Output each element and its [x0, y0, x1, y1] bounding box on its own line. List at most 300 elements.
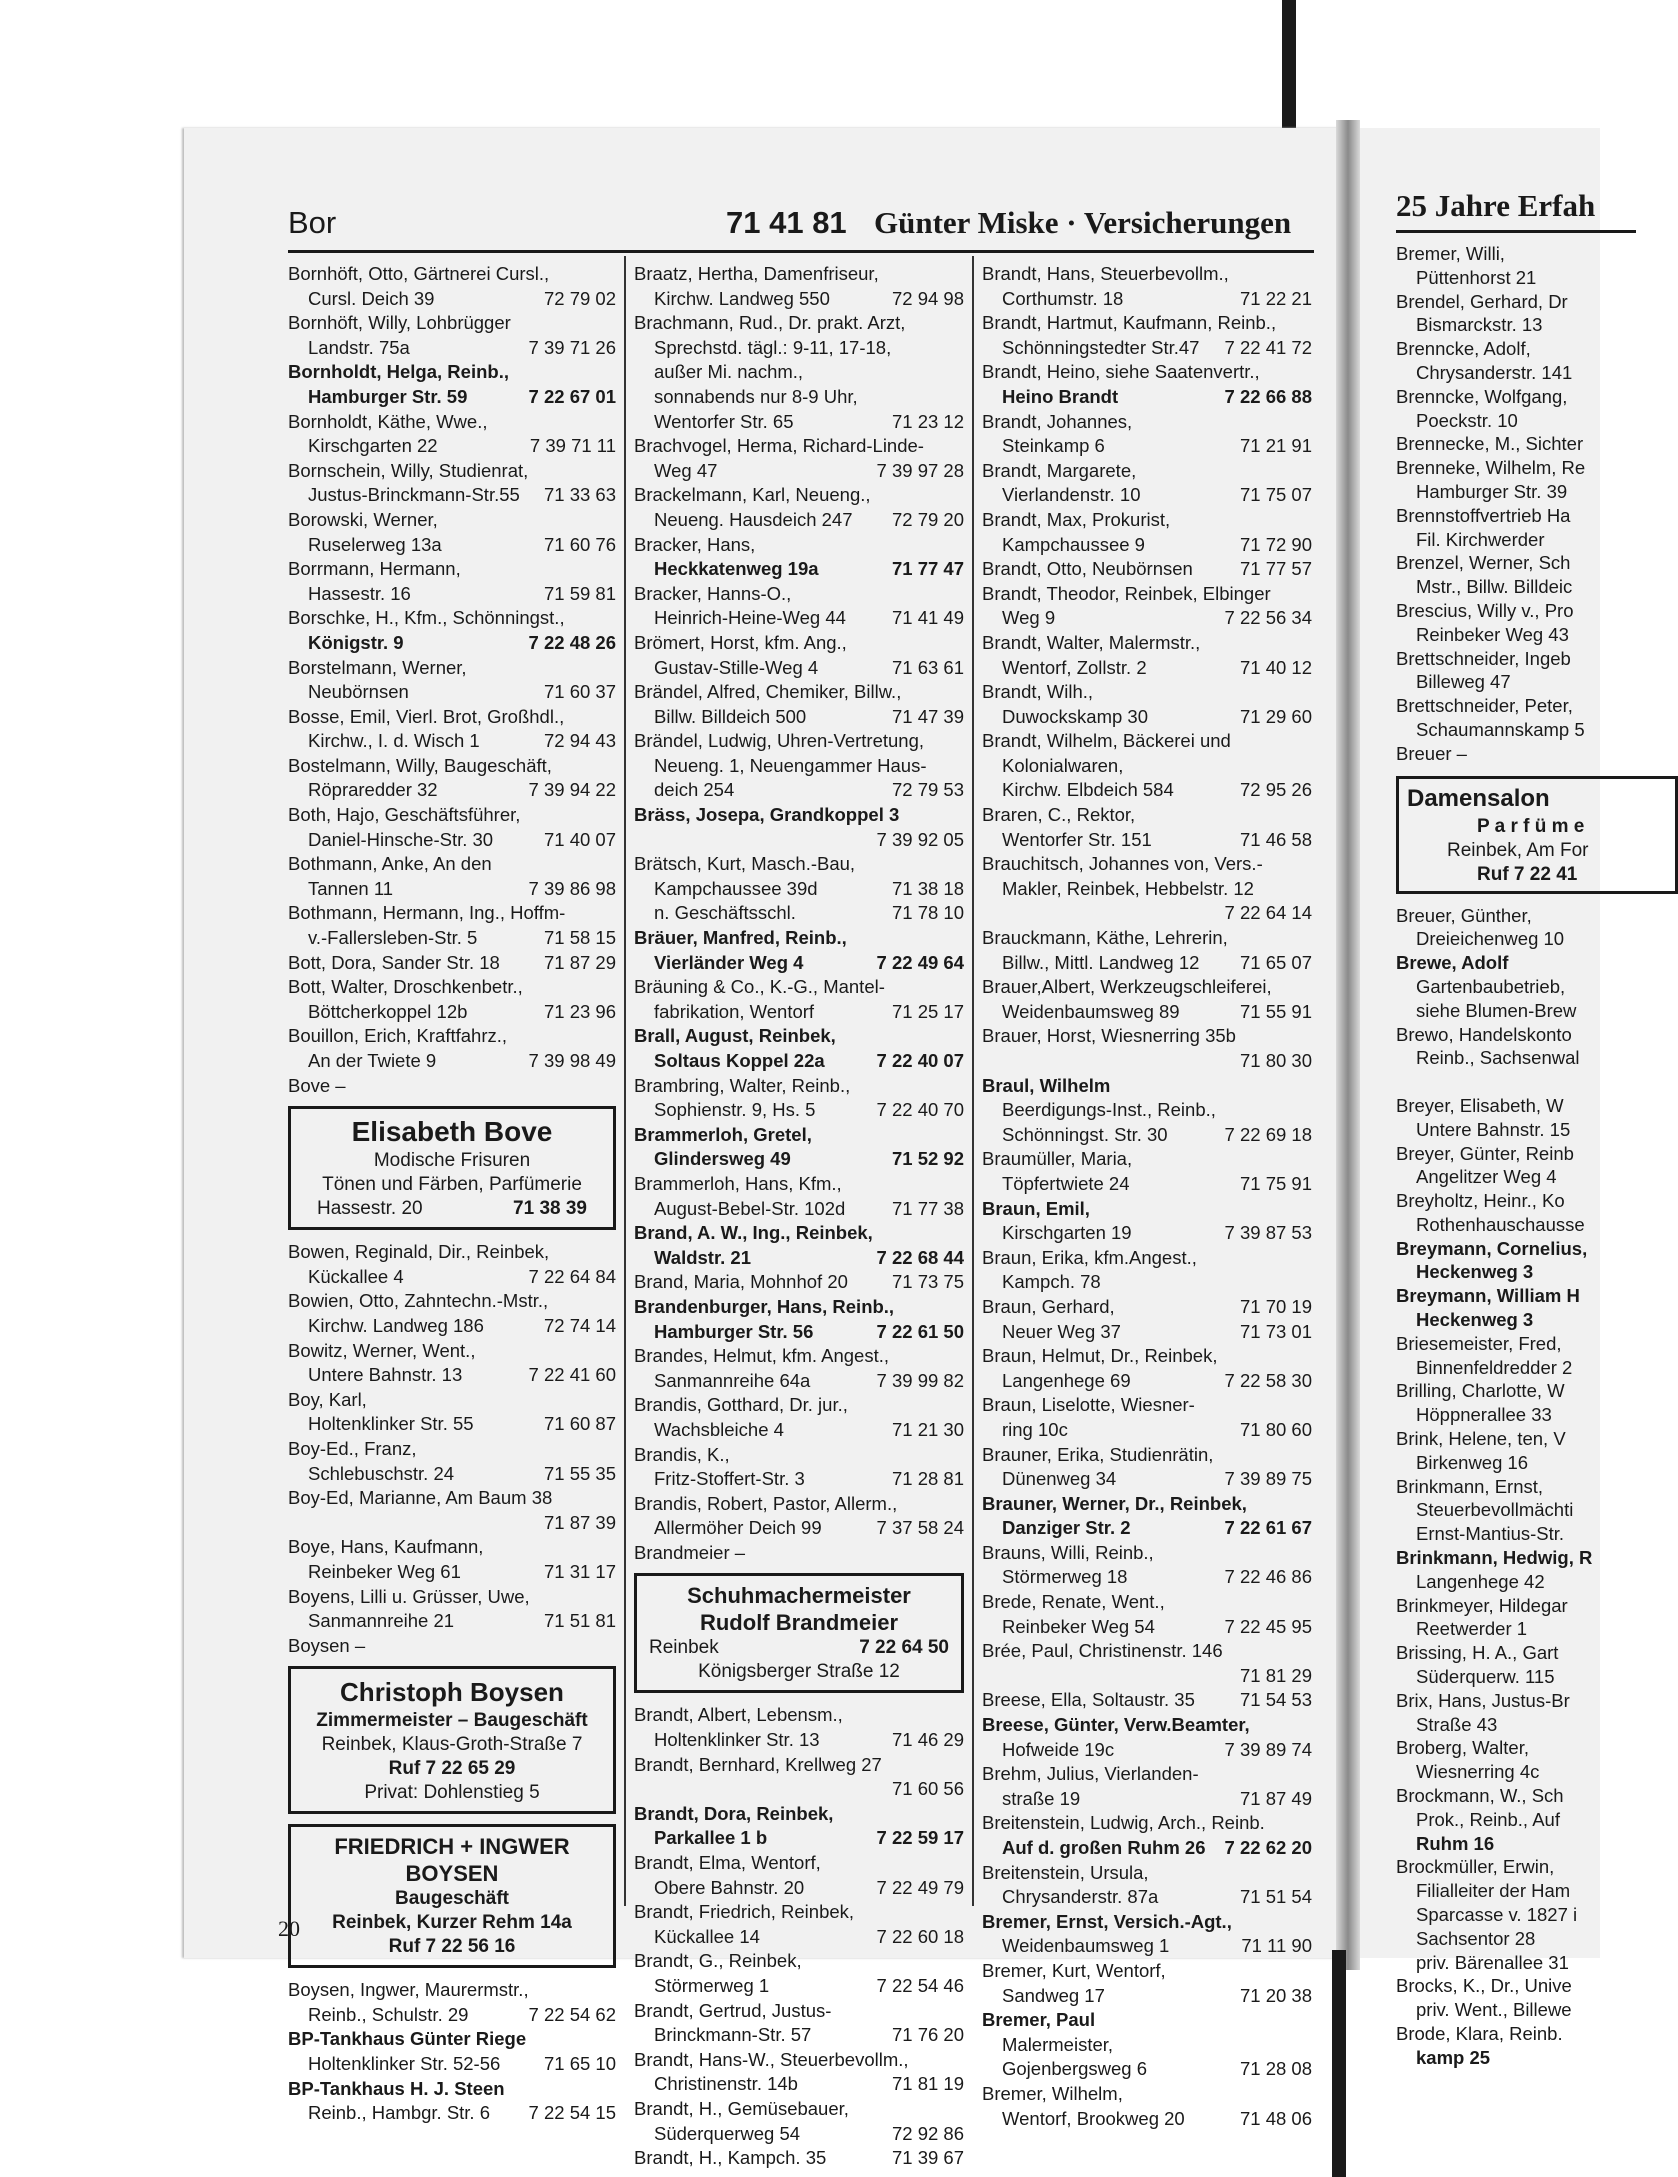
directory-entry-line [982, 1713, 1312, 1738]
entry-phone: 71 28 08 [1239, 2058, 1312, 2080]
directory-entry-line [982, 631, 1312, 656]
directory-entry-line [982, 1197, 1312, 1222]
entry-phone: 7 22 61 67 [1224, 1517, 1312, 1539]
entry-text: Duwockskamp 30 [1002, 705, 1149, 727]
entry-text: Brandt, Max, Prokurist, [982, 508, 1171, 530]
entry-text: Brandmeier – [634, 1541, 746, 1563]
entry-phone: 71 39 67 [891, 2147, 964, 2169]
entry-phone: 71 73 01 [1239, 1320, 1312, 1342]
entry-phone: 71 87 49 [1239, 1787, 1312, 1809]
directory-entry-line [982, 1885, 1312, 1910]
directory-entry-line [288, 1412, 616, 1437]
directory-entry-line [1396, 904, 1678, 928]
entry-phone: 7 22 54 46 [876, 1975, 964, 1996]
directory-entry-line [1396, 1903, 1678, 1927]
entry-text: Brauer,Albert, Werkzeugschleiferei, [982, 976, 1272, 998]
christoph-boysen-ad [288, 1666, 616, 1814]
directory-entry-line [634, 656, 964, 681]
directory-entry-line [1396, 1855, 1678, 1879]
directory-entry-line [634, 2072, 964, 2097]
header-advert: Günter Miske · Versicherungen [874, 205, 1292, 240]
directory-entry-line [982, 754, 1312, 779]
directory-entry-line [634, 1467, 964, 1492]
entry-phone: 7 39 94 22 [528, 779, 616, 801]
entry-phone: 71 77 38 [891, 1197, 964, 1219]
entry-text: Malermeister, [1002, 2033, 1114, 2055]
directory-entry-line [288, 2027, 616, 2052]
entry-text: Fil. Kirchwerder [1416, 528, 1545, 550]
directory-entry-line [1396, 1927, 1678, 1951]
entry-text: Hamburger Str. 59 [308, 385, 468, 407]
entry-phone: 71 23 12 [891, 410, 964, 432]
entry-text: Danziger Str. 2 [1002, 1517, 1131, 1539]
entry-text: Brode, Klara, Reinb. [1396, 2022, 1563, 2044]
entry-text: Holtenklinker Str. 55 [308, 1413, 474, 1435]
entry-phone: 7 22 66 88 [1224, 385, 1312, 407]
entry-text: Brendel, Gerhard, Dr [1396, 290, 1568, 312]
entry-phone: 71 38 18 [891, 877, 964, 899]
directory-entry-line [634, 1703, 964, 1728]
directory-entry-line [982, 1221, 1312, 1246]
entry-text: Boy-Ed, Marianne, Am Baum 38 [288, 1487, 553, 1509]
directory-entry-line [1396, 1832, 1678, 1856]
entry-text: Holtenklinker Str. 13 [654, 1729, 820, 1751]
directory-entry-line [982, 1959, 1312, 1984]
directory-entry-line [634, 1172, 964, 1197]
directory-entry-line [982, 2057, 1312, 2082]
right-page-entries-a [1396, 242, 1678, 766]
entry-text: Brömert, Horst, kfm. Ang., [634, 631, 847, 653]
entry-text: Brandt, Heino, siehe Saatenvertr., [982, 361, 1260, 383]
directory-entry-line [982, 1024, 1312, 1049]
entry-phone: 7 37 58 24 [876, 1517, 964, 1539]
damensalon-title: Damensalon [1407, 784, 1550, 812]
directory-entry-line [1396, 1332, 1678, 1356]
entry-text: Brinkmann, Hedwig, R [1396, 1547, 1593, 1569]
entry-text: Hamburger Str. 56 [654, 1320, 814, 1342]
directory-entry-line [1396, 975, 1678, 999]
entry-phone: 7 22 62 20 [1224, 1837, 1312, 1858]
entry-phone: 72 94 43 [543, 730, 616, 752]
directory-entry-line [1396, 1284, 1678, 1308]
directory-entry-line [634, 926, 964, 951]
directory-entry-line [1396, 551, 1678, 575]
entry-text: Briesemeister, Fred, [1396, 1332, 1562, 1354]
directory-entry-line [1396, 999, 1678, 1023]
entry-text: fabrikation, Wentorf [654, 1000, 815, 1022]
directory-entry-line [634, 852, 964, 877]
entry-text: Gartenbaubetrieb, [1416, 975, 1566, 997]
entry-text: Königstr. 9 [308, 631, 404, 653]
entry-phone: 71 58 15 [543, 927, 616, 949]
entry-text: Brachmann, Rud., Dr. prakt. Arzt, [634, 312, 906, 334]
entry-text: Christinenstr. 14b [654, 2073, 798, 2095]
entry-text: Brändel, Alfred, Chemiker, Billw., [634, 681, 902, 703]
directory-entry-line [288, 877, 616, 902]
directory-entry-line [288, 459, 616, 484]
entry-text: kamp 25 [1416, 2046, 1491, 2068]
entry-phone: 71 47 39 [891, 705, 964, 727]
entry-text: Landstr. 75a [308, 336, 410, 358]
entry-text: siehe Blumen-Brew [1416, 999, 1577, 1021]
entry-text: v.-Fallersleben-Str. 5 [308, 927, 478, 949]
entry-text: Braun, Emil, [982, 1197, 1090, 1219]
directory-entry-line [1396, 456, 1678, 480]
entry-text: Brandt, Wilh., [982, 681, 1094, 703]
directory-entry-line [982, 1615, 1312, 1640]
directory-entry-line [288, 951, 616, 976]
entry-phone: 71 87 29 [543, 951, 616, 973]
entry-text: Cursl. Deich 39 [308, 287, 435, 309]
entry-text: Bremer, Wilhelm, [982, 2082, 1123, 2104]
directory-entry-line [1396, 1808, 1678, 1832]
brandmeier-ad-phone: 7 22 64 50 [859, 1637, 949, 1659]
entry-phone: 7 22 48 26 [528, 631, 616, 653]
entry-phone: 72 79 02 [543, 287, 616, 309]
entry-text: Brandt, H., Kampch. 35 [634, 2147, 827, 2169]
directory-entry-line [1396, 1784, 1678, 1808]
entry-text: Wachsbleiche 4 [654, 1418, 784, 1440]
entry-text: Brandenburger, Hans, Reinb., [634, 1295, 895, 1317]
entry-text: Chrysanderstr. 87a [1002, 1886, 1159, 1908]
entry-text: Kirchw. Landweg 186 [308, 1314, 484, 1336]
directory-entry-line [1396, 1498, 1678, 1522]
entry-text: Bräuning & Co., K.-G., Mantel- [634, 976, 885, 998]
entry-phone: 7 39 87 53 [1224, 1222, 1312, 1244]
entry-text: Brennecke, M., Sichter [1396, 433, 1584, 455]
directory-entry-line [288, 1535, 616, 1560]
entry-text: straße 19 [1002, 1787, 1081, 1809]
entry-phone: 71 65 07 [1239, 951, 1312, 973]
entry-text: Röpraredder 32 [308, 779, 438, 801]
entry-text: Bowien, Otto, Zahntechn.-Mstr., [288, 1290, 549, 1312]
christoph-boysen-line2: Reinbek, Klaus-Groth-Straße 7 [321, 1734, 583, 1756]
entry-text: Brockmann, W., Sch [1396, 1785, 1564, 1807]
directory-entry-line [634, 1393, 964, 1418]
directory-entry-line [288, 778, 616, 803]
entry-phone: 71 81 29 [1239, 1664, 1312, 1686]
directory-entry-line [634, 1974, 964, 1999]
directory-entry-line [1396, 1118, 1678, 1142]
header-phone-number: 71 41 81 [726, 205, 847, 240]
directory-entry-line [634, 680, 964, 705]
directory-entry-line [982, 1246, 1312, 1271]
entry-phone: 7 39 92 05 [876, 828, 964, 850]
directory-entry-line [982, 1098, 1312, 1123]
directory-entry-line [1396, 1689, 1678, 1713]
entry-text: Kampch. 78 [1002, 1271, 1101, 1293]
directory-entry-line [634, 778, 964, 803]
entry-text: Sanmannreihe 64a [654, 1369, 811, 1391]
entry-phone: 72 74 14 [543, 1314, 616, 1336]
entry-text: Brink, Helene, ten, V [1396, 1428, 1566, 1450]
directory-entry-line [1396, 409, 1678, 433]
directory-entry-line [982, 1172, 1312, 1197]
entry-text: Püttenhorst 21 [1416, 266, 1537, 288]
entry-text: Langenhege 69 [1002, 1369, 1131, 1391]
entry-phone: 71 75 91 [1239, 1172, 1312, 1194]
directory-entry-line [634, 975, 964, 1000]
entry-text: Reinb., Hambgr. Str. 6 [308, 2102, 491, 2124]
entry-text: Breuer, Günther, [1396, 904, 1532, 926]
entry-text: Bismarckstr. 13 [1416, 314, 1543, 336]
entry-phone: 7 22 41 72 [1224, 336, 1312, 358]
directory-entry-line [288, 606, 616, 631]
entry-phone: 71 60 76 [543, 533, 616, 555]
directory-entry-line [982, 311, 1312, 336]
directory-entry-line [634, 1949, 964, 1974]
brandmeier-ad-title1: Schuhmachermeister [687, 1583, 911, 1609]
directory-entry-line [288, 582, 616, 607]
entry-text: Heckkatenweg 19a [654, 558, 819, 580]
entry-text: Brammerloh, Gretel, [634, 1123, 812, 1145]
right-page [1360, 128, 1600, 2068]
directory-entry-line [634, 1826, 964, 1851]
entry-text: Reetwerder 1 [1416, 1618, 1528, 1640]
directory-entry-line [1396, 480, 1678, 504]
entry-text: Sparcasse v. 1827 i [1416, 1904, 1578, 1925]
entry-text: Brennstoffvertrieb Ha [1396, 504, 1571, 526]
entry-text: Bräuer, Manfred, Reinb., [634, 927, 847, 949]
entry-text: Brettschneider, Peter, [1396, 695, 1573, 717]
entry-phone: 71 48 06 [1239, 2107, 1312, 2129]
directory-entry-line [634, 336, 964, 361]
entry-phone: 72 79 20 [891, 508, 964, 530]
entry-text: Rothenhauschausse [1416, 1213, 1585, 1235]
directory-entry-line [1396, 623, 1678, 647]
entry-text: Borrmann, Hermann, [288, 558, 461, 580]
directory-entry-line [1396, 1522, 1678, 1546]
entry-text: Birkenweg 16 [1416, 1451, 1529, 1473]
directory-entry-line [1396, 599, 1678, 623]
entry-text: Beerdigungs-Inst., Reinb., [1002, 1099, 1216, 1121]
entry-phone: 7 22 58 30 [1224, 1369, 1312, 1391]
entry-text: Boysen – [288, 1634, 366, 1656]
directory-entry-line [634, 508, 964, 533]
directory-entry-line [1396, 1879, 1678, 1903]
entry-text: Kückallee 14 [654, 1925, 760, 1947]
directory-entry-line [634, 557, 964, 582]
entry-phone: 71 40 07 [543, 828, 616, 850]
directory-entry-line [982, 262, 1312, 287]
directory-entry-line [288, 1560, 616, 1585]
entry-phone: 71 55 91 [1239, 1000, 1312, 1022]
entry-phone: 71 77 57 [1239, 558, 1312, 580]
directory-entry-line [982, 1910, 1312, 1935]
entry-phone: 7 22 56 34 [1224, 607, 1312, 629]
entry-text: Wentorf, Brookweg 20 [1002, 2107, 1185, 2129]
entry-text: Borowski, Werner, [288, 508, 438, 530]
entry-text: Bracker, Hanns-O., [634, 582, 792, 604]
entry-text: Braun, Helmut, Dr., Reinbek, [982, 1345, 1218, 1367]
directory-entry-line [982, 606, 1312, 631]
directory-entry-line [634, 434, 964, 459]
entry-text: Sprechstd. tägl.: 9-11, 17-18, [654, 336, 892, 358]
entry-text: Untere Bahnstr. 13 [308, 1364, 463, 1386]
entry-phone: 71 46 29 [891, 1729, 964, 1751]
entry-text: Brilling, Charlotte, W [1396, 1380, 1565, 1402]
entry-phone: 71 33 63 [543, 484, 616, 506]
directory-entry-line [288, 631, 616, 656]
entry-text: Brandt, Elma, Wentorf, [634, 1852, 821, 1874]
directory-entry-line [982, 1344, 1312, 1369]
entry-text: Bräss, Josepa, Grandkoppel 3 [634, 804, 900, 826]
directory-entry-line [982, 680, 1312, 705]
entry-phone: 7 22 45 95 [1224, 1615, 1312, 1637]
directory-entry-line [634, 582, 964, 607]
entry-text: Brandt, G., Reinbek, [634, 1950, 802, 1972]
entry-text: Soltaus Koppel 22a [654, 1050, 825, 1071]
entry-text: Kirschgarten 19 [1002, 1222, 1132, 1244]
directory-entry-line [1396, 951, 1678, 975]
directory-entry-line [1396, 1951, 1678, 1975]
entry-text: Störmerweg 18 [1002, 1566, 1128, 1588]
entry-text: Tannen 11 [308, 877, 394, 899]
entry-text: Brandt, Friedrich, Reinbek, [634, 1901, 855, 1923]
entry-text: Brändel, Ludwig, Uhren-Vertretung, [634, 730, 925, 752]
directory-entry-line [982, 975, 1312, 1000]
christoph-boysen-line4: Privat: Dohlenstieg 5 [364, 1782, 540, 1804]
entry-text: Braatz, Hertha, Damenfriseur, [634, 263, 879, 284]
friedrich-ingwer-boysen-line1: Baugeschäft [394, 1888, 510, 1910]
directory-entry-line [982, 1467, 1312, 1492]
entry-text: Neuer Weg 37 [1002, 1320, 1121, 1342]
entry-text: Schlebuschstr. 24 [308, 1462, 455, 1484]
bove-ad-title: Elisabeth Bove [351, 1116, 553, 1148]
directory-entry-line [634, 385, 964, 410]
entry-text: Kückallee 4 [308, 1265, 404, 1287]
directory-entry-line [982, 1147, 1312, 1172]
directory-entry-line [982, 1492, 1312, 1517]
entry-text: Brambring, Walter, Reinb., [634, 1074, 851, 1096]
directory-entry-line [1396, 1308, 1678, 1332]
directory-entry-line [982, 1664, 1312, 1689]
entry-text: Brauner, Werner, Dr., Reinbek, [982, 1492, 1247, 1514]
entry-phone: 7 22 49 64 [876, 951, 964, 973]
entry-text: Brenncke, Wolfgang, [1396, 385, 1568, 407]
christoph-boysen-title: Christoph Boysen [340, 1677, 564, 1708]
entry-phone: 71 87 39 [543, 1511, 616, 1533]
entry-text: Reinbeker Weg 54 [1002, 1615, 1155, 1637]
entries-col2-a [634, 262, 964, 1565]
entry-text: Binnenfeldredder 2 [1416, 1356, 1573, 1378]
directory-entry-line [634, 1147, 964, 1172]
entry-text: Braren, C., Rektor, [982, 804, 1136, 826]
entry-text: Dreieichenweg 10 [1416, 928, 1565, 950]
directory-entry-line [288, 705, 616, 730]
entry-phone: 71 25 17 [891, 1000, 964, 1022]
entry-text: Brandt, Johannes, [982, 410, 1133, 432]
entry-text: Borstelmann, Werner, [288, 656, 467, 678]
directory-entry-line [634, 631, 964, 656]
entry-phone: 71 29 60 [1239, 705, 1312, 727]
directory-entry-line [634, 1320, 964, 1345]
directory-entry-line [982, 1123, 1312, 1148]
directory-entry-line [1396, 1736, 1678, 1760]
entry-text: Bott, Walter, Droschkenbetr., [288, 976, 523, 998]
entry-text: Wentorfer Str. 65 [654, 410, 794, 432]
entry-text: Bosse, Emil, Vierl. Brot, Großhdl., [288, 705, 565, 727]
entry-text: Brauns, Willi, Reinb., [982, 1541, 1154, 1563]
entry-text: Schaumannskamp 5 [1416, 718, 1585, 740]
directory-entry-line [634, 1876, 964, 1901]
entry-text: Wiesnerring 4c [1416, 1761, 1540, 1783]
entry-text: Brettschneider, Ingeb [1396, 647, 1571, 669]
entry-text: Bothmann, Anke, An den [288, 853, 492, 875]
directory-entry-line [634, 1516, 964, 1541]
entry-text: Neueng. Hausdeich 247 [654, 508, 853, 530]
directory-entry-line [288, 434, 616, 459]
entry-phone: 71 55 35 [543, 1462, 616, 1484]
directory-entry-line [982, 1590, 1312, 1615]
entry-text: Reinbeker Weg 61 [308, 1560, 461, 1582]
entry-text: Weidenbaumsweg 1 [1002, 1935, 1170, 1957]
entry-text: Kolonialwaren, [1002, 754, 1124, 776]
entries-col1-c [288, 1978, 616, 2126]
bove-ad-line2: Tönen und Färben, Parfümerie [322, 1174, 582, 1196]
directory-entry-line [634, 1728, 964, 1753]
entry-text: Brenncke, Adolf, [1396, 338, 1531, 360]
directory-entry-line [982, 828, 1312, 853]
directory-entry-line [1396, 337, 1678, 361]
entry-text: Poeckstr. 10 [1416, 409, 1518, 431]
entry-text: Brammerloh, Hans, Kfm., [634, 1172, 842, 1194]
entry-phone: 7 22 41 60 [528, 1364, 616, 1386]
entry-text: Brenzel, Werner, Sch [1396, 552, 1571, 574]
entry-text: Boye, Hans, Kaufmann, [288, 1536, 484, 1558]
entry-text: Straße 43 [1416, 1713, 1498, 1735]
brandmeier-ad-city: Reinbek [649, 1637, 719, 1659]
entries-col2-b [634, 1703, 964, 2170]
entry-text: Bracker, Hans, [634, 533, 756, 555]
directory-entry-line [982, 1738, 1312, 1763]
directory-entry-line [288, 975, 616, 1000]
directory-entry-line [634, 2146, 964, 2171]
directory-entry-line [1396, 504, 1678, 528]
entry-phone: 71 59 81 [543, 582, 616, 604]
entry-text: Braun, Erika, kfm.Angest., [982, 1246, 1197, 1268]
right-page-rule [1396, 230, 1636, 233]
entry-phone: 7 39 89 74 [1224, 1738, 1312, 1760]
entry-text: Untere Bahnstr. 15 [1416, 1118, 1571, 1140]
directory-entry-line [1396, 1998, 1678, 2022]
entry-phone: 71 54 53 [1239, 1689, 1312, 1711]
directory-entry-line [634, 1541, 964, 1566]
entry-text: BP-Tankhaus H. J. Steen [288, 2077, 505, 2099]
entry-phone: 7 22 60 18 [876, 1925, 964, 1947]
bove-ad-address: Hassestr. 20 [317, 1198, 423, 1220]
entry-text: Böttcherkoppel 12b [308, 1000, 468, 1022]
entry-text: Brandt, Dora, Reinbek, [634, 1802, 834, 1824]
directory-entry-line [982, 410, 1312, 435]
entry-phone: 71 40 12 [1239, 656, 1312, 678]
entry-text: Brewe, Adolf [1396, 952, 1509, 974]
directory-entry-line [634, 1753, 964, 1778]
directory-entry-line [982, 434, 1312, 459]
entry-text: Brinkmeyer, Hildegar [1396, 1594, 1568, 1616]
entry-text: Hassestr. 16 [308, 582, 411, 604]
brandmeier-ad-address: Königsberger Straße 12 [698, 1661, 900, 1683]
directory-entry-line [1396, 1974, 1678, 1998]
directory-entry-line [982, 852, 1312, 877]
entry-text: Reinbeker Weg 43 [1416, 623, 1569, 645]
entry-text: Bostelmann, Willy, Baugeschäft, [288, 754, 552, 776]
entry-text: Brinckmann-Str. 57 [654, 2024, 812, 2046]
directory-entry-line [288, 262, 616, 287]
directory-entry-line [1396, 432, 1678, 456]
directory-entry-line [1396, 1213, 1678, 1237]
christoph-boysen-line3: Ruf 7 22 65 29 [388, 1758, 516, 1780]
